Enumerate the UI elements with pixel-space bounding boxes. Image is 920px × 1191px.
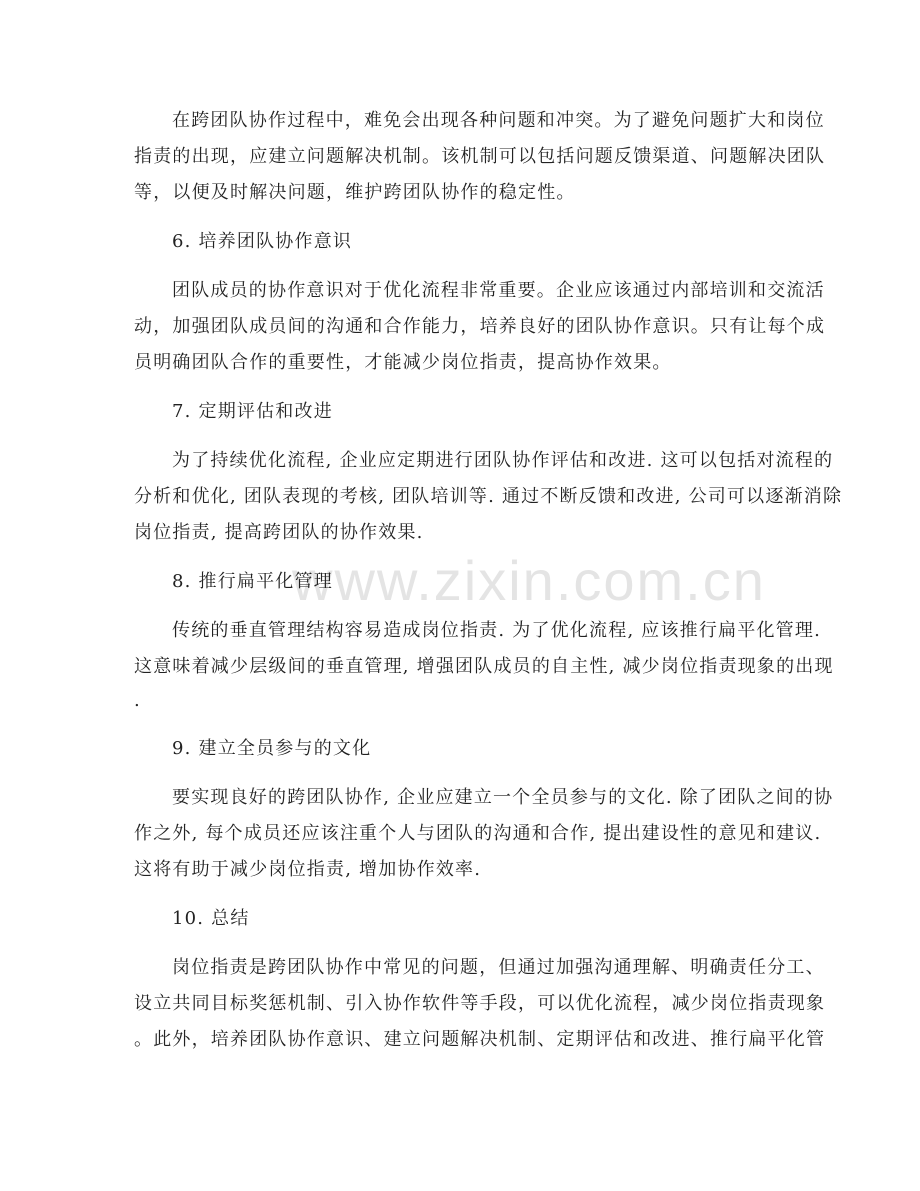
section-heading: 7. 定期评估和改进 (172, 401, 333, 422)
section-heading: 8. 推行扁平化管理 (172, 571, 333, 592)
paragraph-line: 。此外，培养团队协作意识、建立问题解决机制、定期评估和改进、推行扁平化管 (134, 1029, 826, 1050)
paragraph-line: . (134, 690, 141, 711)
paragraph-line: 在跨团队协作过程中，难免会出现各种问题和冲突。为了避免问题扩大和岗位 (172, 110, 825, 131)
paragraph-line: 指责的出现，应建立问题解决机制。该机制可以包括问题反馈渠道、问题解决团队 (134, 146, 826, 167)
paragraph-line: 岗位指责是跨团队协作中常见的问题，但通过加强沟通理解、明确责任分工、 (172, 957, 825, 978)
paragraph-line: 作之外, 每个成员还应该注重个人与团队的沟通和合作, 提出建设性的意见和建议. (134, 823, 822, 844)
paragraph-line: 为了持续优化流程, 企业应定期进行团队协作评估和改进. 这可以包括对流程的 (172, 450, 834, 471)
paragraph-line: 传统的垂直管理结构容易造成岗位指责. 为了优化流程, 应该推行扁平化管理. (172, 620, 822, 641)
paragraph-line: 团队成员的协作意识对于优化流程非常重要。企业应该通过内部培训和交流活 (172, 280, 825, 301)
paragraph-line: 等，以便及时解决问题，维护跨团队协作的稳定性。 (134, 182, 576, 203)
paragraph-line: 分析和优化, 团队表现的考核, 团队培训等. 通过不断反馈和改进, 公司可以逐渐消除 (134, 486, 843, 507)
section-heading: 9. 建立全员参与的文化 (172, 738, 372, 759)
section-heading: 10. 总结 (172, 908, 250, 929)
paragraph-line: 员明确团队合作的重要性，才能减少岗位指责，提高协作效果。 (134, 352, 672, 373)
paragraph-line: 岗位指责, 提高跨团队的协作效果. (134, 522, 424, 543)
paragraph-line: 这意味着减少层级间的垂直管理, 增强团队成员的自主性, 减少岗位指责现象的出现 (134, 656, 834, 677)
watermark: www.zixin.com.cn (292, 549, 766, 612)
paragraph-line: 要实现良好的跨团队协作, 企业应建立一个全员参与的文化. 除了团队之间的协 (172, 787, 834, 808)
section-heading: 6. 培养团队协作意识 (172, 231, 353, 252)
paragraph-line: 动，加强团队成员间的沟通和合作能力，培养良好的团队协作意识。只有让每个成 (134, 316, 826, 337)
paragraph-line: 设立共同目标奖惩机制、引入协作软件等手段，可以优化流程，减少岗位指责现象 (134, 993, 826, 1014)
paragraph-line: 这将有助于减少岗位指责, 增加协作效率. (134, 859, 482, 880)
